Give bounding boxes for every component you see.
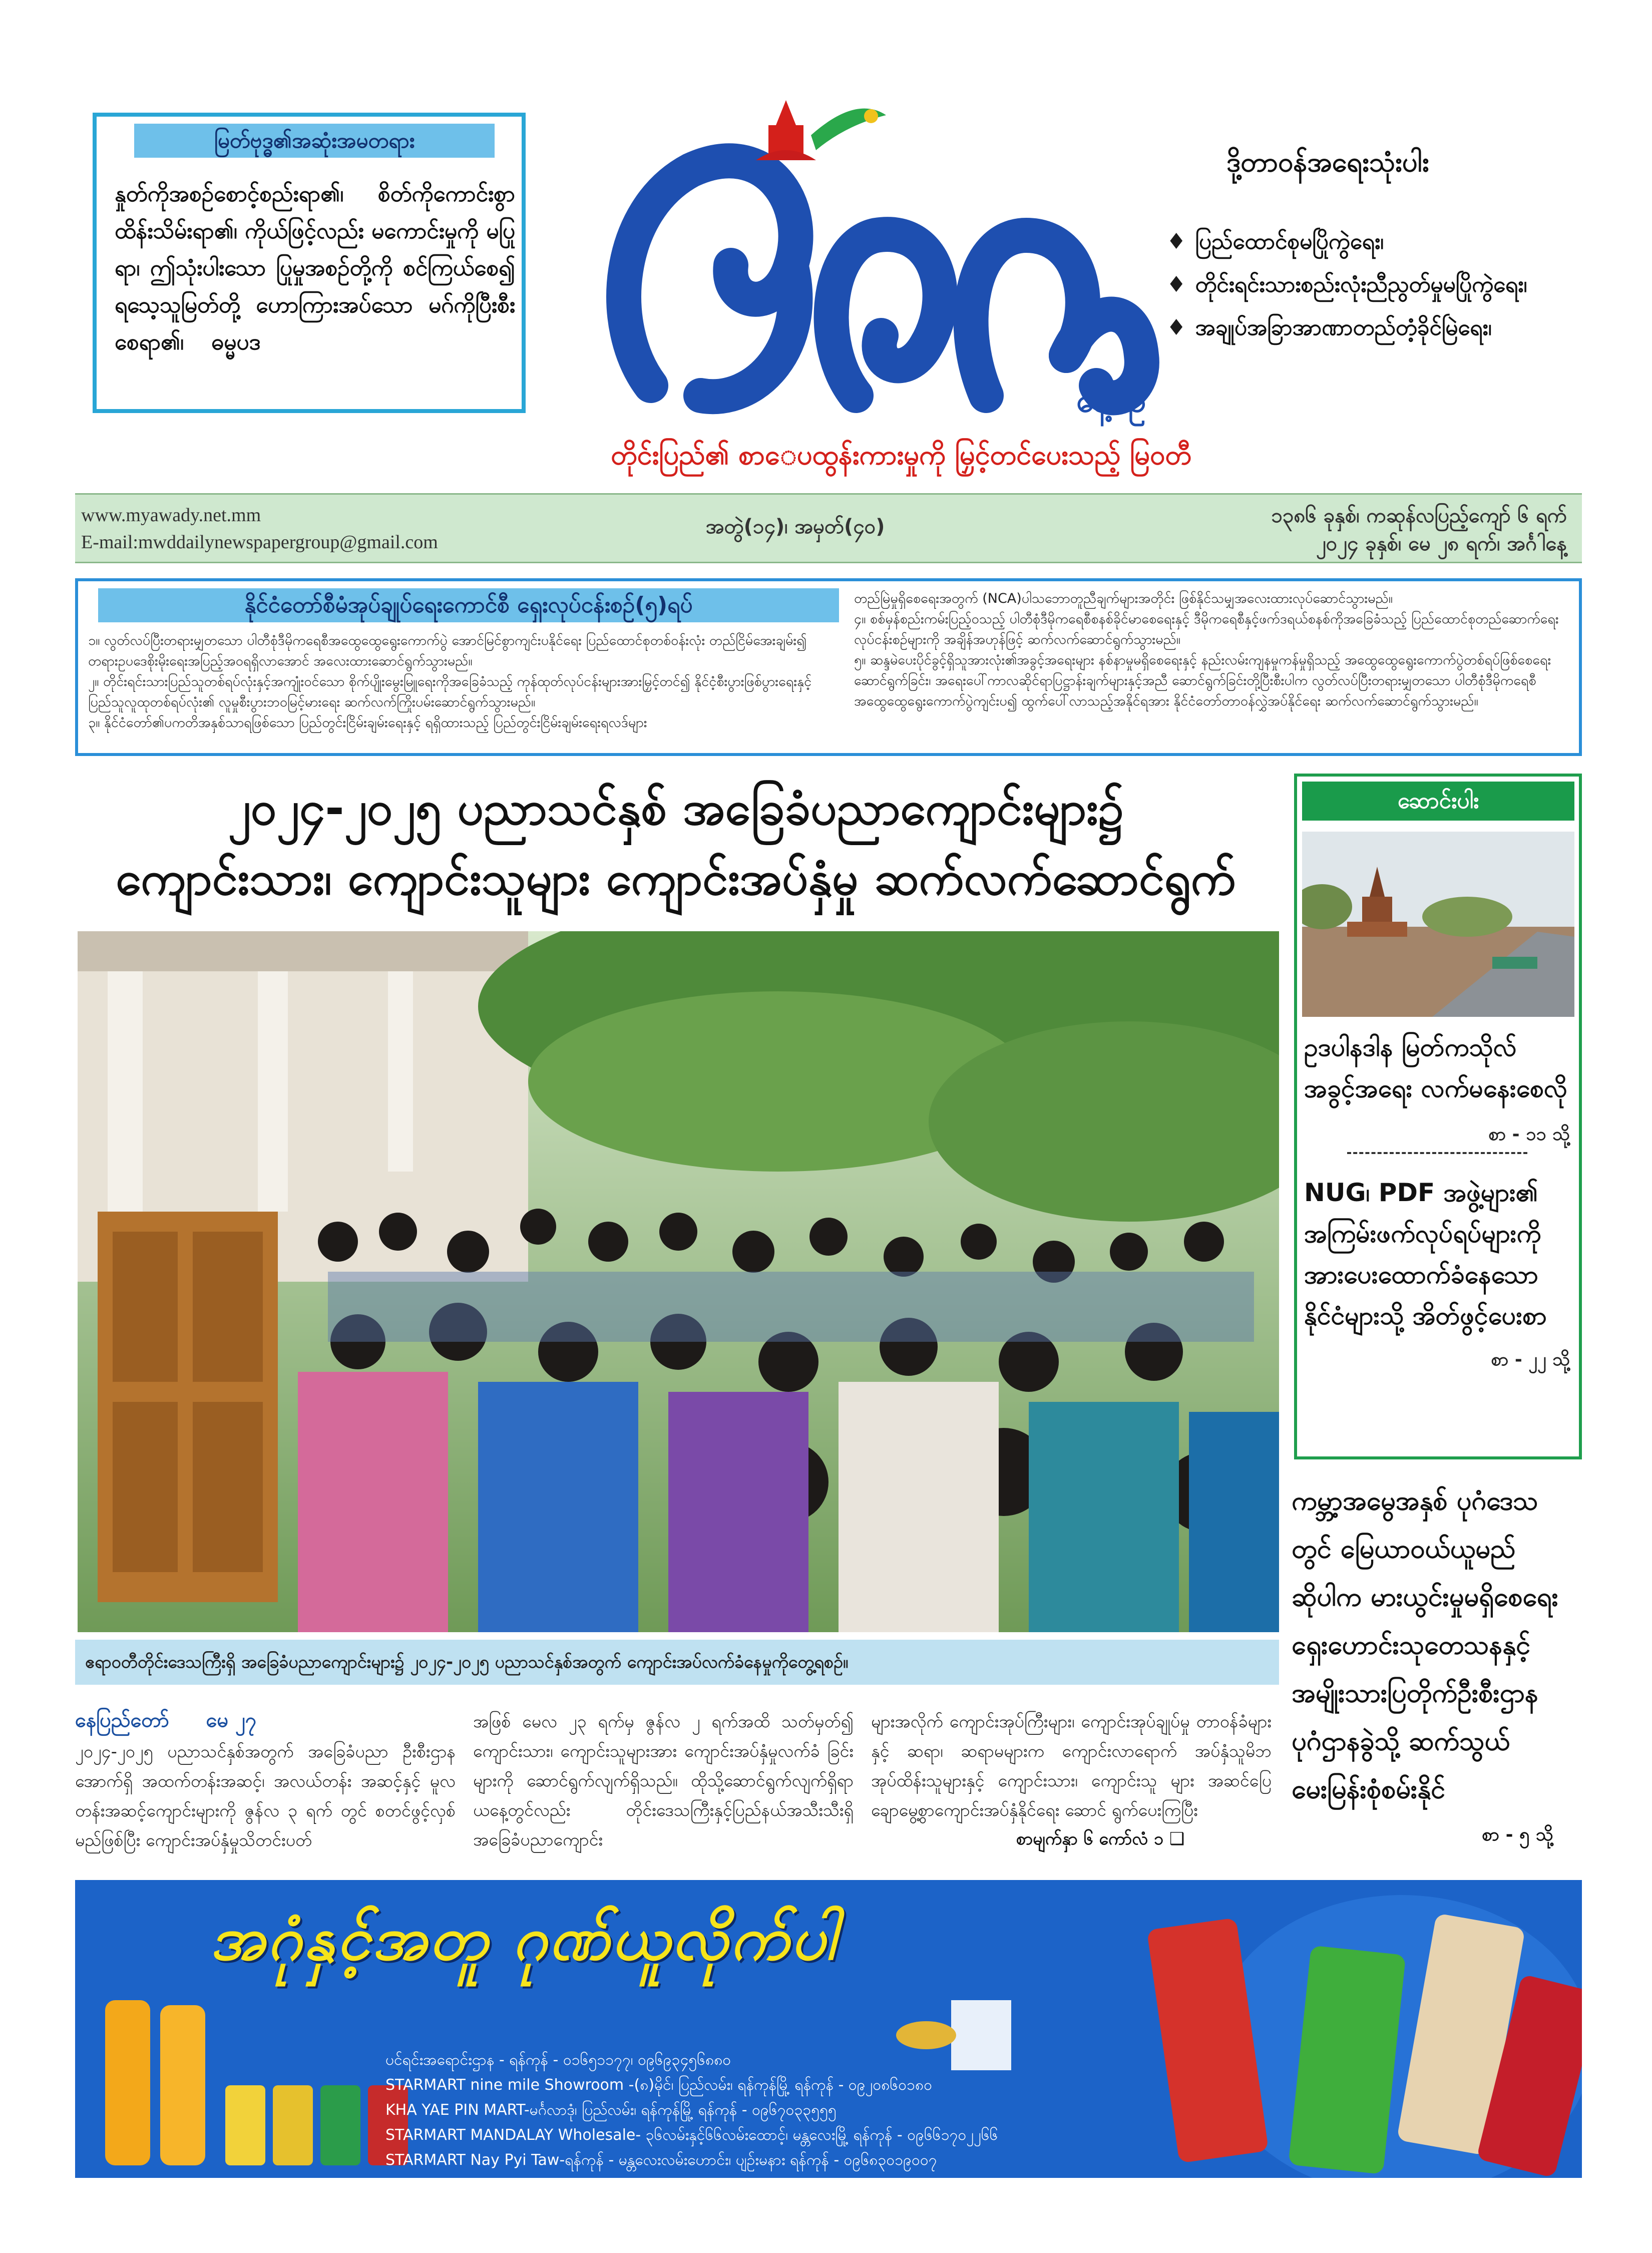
quote-source: ဓမ္မပဒ [211,329,261,355]
objectives-box [75,578,1582,756]
duty-list [1166,220,1587,349]
ad-line: STARMART Nay Pyi Taw-ရန်ကုန် - မန္တလေးလမ်းဟောင်း၊ ပျဉ်းမနား ရန်ကုန် - ၀၉၆၈၃၀၁၉၀၀၇ [385,2151,937,2169]
website-link[interactable]: www.myawady.net.mm [81,505,261,526]
duty-title: ဒို့တာဝန်အရေးသုံးပါး [1226,146,1429,178]
continued-link[interactable]: စာမျက်နှာ ၆ ကော်လံ ၁ ❑ [1016,1829,1185,1849]
ad-headline: အဂုံနှင့်အတူ ဂုဏ်ယူလိုက်ပါ [210,1904,838,1974]
objective-item: ၃။ နိုင်ငံတော်၏ပကတိအနှစ်သာရဖြစ်သော ပြည်တွင်းငြိမ်းချမ်းရေးနှင့် ရရှိထားသည့် ပြည်တွင်းငြိမ်းချမ်းရေးရလဒ်များ [88,715,647,730]
info-band [75,493,1582,563]
pagoda-photo-image [1302,832,1574,1017]
ad-line: STARMART nine mile Showroom -(၈)မိုင်၊ ပြည်လမ်း၊ ရန်ကုန်မြို့ ရန်ကုန် - ၀၉၂၀၈၆၀၁၈၀ [385,2076,933,2094]
main-photo [78,931,1279,1632]
article-column-2: အဖြစ် မေလ ၂၃ ရက်မှ ဇွန်လ ၂ ရက်အထိ သတ်မှတ်၍ ကျောင်းသား၊ ကျောင်းသူများအား ကျောင်းအပ်နှံမှုလက်ခံ ခြင်းများကို ဆောင်ရွက်လျက်ရှိသည်။ ထိုသို့ဆောင်ရွက်လျက်ရှိရာ ယနေ့တွင်လည်း တိုင်းဒေသကြီးနှင့်ပြည်နယ်အသီးသီးရှိ အခြေခံပညာကျောင်း [473,1712,854,1850]
can-icon [320,2085,360,2165]
article-column-3: များအလိုက် ကျောင်းအုပ်ကြီးများ၊ ကျောင်းအုပ်ချုပ်မှု တာဝန်ခံများနှင့် ဆရာ၊ ဆရာမများက ကျောင်းလာရောက် အပ်နှံသူမိဘအုပ်ထိန်းသူများနှင့် ကျောင်းသား၊ ကျောင်းသူ များ အဆင်ပြေချောမွေ့စွာကျောင်းအပ်နှံနိုင်ရေး ဆောင် ရွက်ပေးကြပြီး [871,1712,1272,1820]
objective-item: ၂။ တိုင်းရင်းသားပြည်သူတစ်ရပ်လုံးနှင့်အကျုံးဝင်သော စိုက်ပျိုးမွေးမြူရေးကိုအခြေခံသည့် ကုန်ထုတ်လုပ်ငန်းများအားမြှင့်တင်၍ နိုင်ငံ့စီးပွားဖြစ်ပွားရေးနှင့် ပြည်သူလူထုတစ်ရပ်လုံး၏ လူမှုစီးပွားဘဝမြင့်မားရေး ဆက်လက်ကြိုးပမ်းဆောင်ရွက်သွားမည်။ [88,674,812,710]
list-item: ♦ ပြည်ထောင်စုမပြိုကွဲရေး၊ [1166,229,1384,254]
issue-date [1271,502,1567,558]
diamond-bullet-icon: ♦ [1166,272,1186,297]
award-badge-icon [896,2021,956,2049]
juice-bottle-icon [105,2000,150,2165]
bagan-story-ref[interactable]: စာ - ၅ သို့ [1482,1824,1553,1845]
edition-label: နေ့စဉ် [1076,383,1146,420]
headline-line: ကျောင်းသား၊ ကျောင်းသူများ ကျောင်းအပ်နှံမှု ဆက်လက်ဆောင်ရွက် [116,852,1236,905]
can-icon [225,2085,265,2165]
articles-sidebar [1294,774,1582,1459]
list-item: ♦ တိုင်းရင်းသားစည်းလုံးညီညွတ်မှုမပြိုကွဲရေး၊ [1166,272,1527,297]
objectives-title: နိုင်ငံတော်စီမံအုပ်ချုပ်ရေးကောင်စီ ရှေးလုပ်ငန်းစဉ်(၅)ရပ် [98,588,839,622]
objective-item: ၁။ လွတ်လပ်ပြီးတရားမျှတသော ပါတီစုံဒီမိုကရေစီအထွေထွေရွေးကောက်ပွဲ အောင်မြင်စွာကျင်းပနိုင်ရေး ပြည်ထောင်စုတစ်ဝန်းလုံး တည်ငြိမ်အေးချမ်း၍ တရားဥပဒေစိုးမိုးရေးအပြည့်အဝရရှိလာအောင် အလေးထားဆောင်ရွက်သွားမည်။ [88,633,807,669]
quote-title: မြတ်ဗုဒ္ဓ၏အဆုံးအမတရား [134,124,495,158]
photo-caption: ဧရာဝတီတိုင်းဒေသကြီးရှိ အခြေခံပညာကျောင်းများ၌ ၂၀၂၄-၂၀၂၅ ပညာသင်နှစ်အတွက် ကျောင်းအပ်လက်ခံနေမှုကိုတွေ့ရစဉ်။ [75,1640,1279,1685]
article-column-1: ၂၀၂၄-၂၀၂၅ ပညာသင်နှစ်အတွက် အခြေခံပညာ ဦးစီးဌာနအောက်ရှိ အထက်တန်းအဆင့်၊ အလယ်တန်း အဆင့်နှင့် မူလတန်းအဆင့်ကျောင်းများကို ဇွန်လ ၃ ရက် တွင် စတင်ဖွင့်လှစ်မည်ဖြစ်ပြီး ကျောင်းအပ်နှံမှုသိတင်းပတ် [75,1742,456,1850]
sidebar-title: ဆောင်းပါး [1302,782,1574,821]
objective-item: ၅။ ဆန္ဒမဲပေးပိုင်ခွင့်ရှိသူအားလုံး၏အခွင့်အရေးများ နစ်နာမှုမရှိစေရေးနှင့် နည်းလမ်းကျနမှုကန်မှုရှိသည့် အထွေထွေရွေးကောက်ပွဲတစ်ရပ်ဖြစ်စေရေးဆောင်ရွက်ခြင်း၊ အရေးပေါ်ကာလဆိုင်ရာပြဋ္ဌာန်းချက်များနှင့်အညီ ဆောင်ရွက်ခြင်းတို့ပြီးစီးပါက လွတ်လပ်ပြီးတရားမျှတသော ပါတီစုံဒီမိုကရေစီအထွေထွေရွေးကောက်ပွဲကျင်းပ၍ ထွက်ပေါ်လာသည့်အနိုင်ရအား နိုင်ငံတော်တာဝန်လွှဲအပ်နိုင်ရေး ဆက်လက်ဆောင်ရွက်သွားမည်။ [854,652,1551,709]
ad-line: STARMART MANDALAY Wholesale- ၃၆လမ်းနှင့်၆၆လမ်းထောင့်၊ မန္တလေးမြို့ ရန်ကုန် - ၀၉၆၆၁၇၀၂၂၆၆ [385,2126,998,2144]
sidebar-story-1[interactable]: ဥဒပါနဒါန မြတ်ကသိုလ် အခွင့်အရေး လက်မနေးစေလို [1304,1033,1567,1103]
objectives-left-column [88,630,834,733]
can-icon [273,2085,313,2165]
sidebar-photo [1302,832,1574,1017]
masthead-logo [576,85,1201,466]
headline-line: ၂၀၂၄-၂၀၂၅ ပညာသင်နှစ် အခြေခံပညာကျောင်းများ၌ [228,782,1124,835]
diamond-bullet-icon: ♦ [1166,315,1186,340]
article-dateline: နေပြည်တော် မေ ၂၇ [75,1709,257,1732]
crowd-photo-image [78,931,1279,1632]
divider [1347,1152,1527,1154]
list-item: ♦ အချုပ်အခြာအာဏာတည်တံ့ခိုင်မြဲရေး၊ [1166,315,1492,340]
email-link[interactable]: E-mail:mwddailynewspapergroup@gmail.com [81,532,438,553]
ad-contact-list [385,2048,998,2173]
objective-item: တည်မြဲမှုရှိစေရေးအတွက် (NCA)ပါသဘောတူညီချက်များအတိုင်း ဖြစ်နိုင်သမျှအလေးထားလုပ်ဆောင်သွားမည်။ [854,591,1393,606]
sidebar-story-2[interactable]: NUG၊ PDF အဖွဲ့များ၏ အကြမ်းဖက်လုပ်ရပ်များကို အားပေးထောက်ခံနေသော နိုင်ငံများသို့ အိတ်ဖွင့်ပေးစာ [1304,1178,1547,1330]
sidebar-story-1-ref[interactable]: စာ - ၁၁ သို့ [1488,1124,1570,1145]
buddha-teaching-box [93,113,526,413]
masthead-tagline: တိုင်းပြည်၏ စာေပထွန်းကားမှုကို မြှင့်တင်ပေးသည့် မြဝတီ [611,439,1191,471]
diamond-bullet-icon: ♦ [1166,229,1186,254]
sidebar-story-2-ref[interactable]: စာ - ၂၂ သို့ [1491,1349,1570,1370]
contact-info [81,502,438,556]
date-gregorian: ၂၀၂၄ ခုနှစ်၊ မေ ၂၈ ရက်၊ အင်္ဂါနေ့ [1316,532,1567,555]
volume-number: အတွဲ(၁၄)၊ အမှတ်(၄၀) [706,515,885,538]
date-myanmar: ၁၃၈၆ ခုနှစ်၊ ကဆုန်လပြည့်ကျော် ၆ ရက် [1271,504,1567,527]
ad-line: ပင်ရင်းအရောင်းဌာန - ရန်ကုန် - ၀၁၆၅၁၁၇၇၊ ၀၉၆၉၃၄၅၆၈၈၀ [385,2051,731,2069]
juice-bottle-icon [160,2005,205,2165]
objective-item: ၄။ စစ်မှန်စည်းကမ်းပြည့်ဝသည့် ပါတီစုံဒီမိုကရေစီစနစ်ခိုင်မာစေရေးနှင့် ဒီမိုကရေစီနှင့်ဖက်ဒရယ်စနစ်ကိုအခြေခံသည့် ပြည်ထောင်စုတည်ဆောက်ရေးလုပ်ငန်းစဉ်များကို အချိန်အဟုန်ဖြင့် ဆက်လက်ဆောင်ရွက်သွားမည်။ [854,611,1559,647]
quote-text: နှုတ်ကိုအစဉ်စောင့်စည်းရာ၏၊ စိတ်ကိုကောင်းစွာ ထိန်းသိမ်းရာ၏၊ ကိုယ်ဖြင့်လည်း မကောင်းမှုကို မပြုရာ၊ ဤသုံးပါးသော ပြုမှုအစဉ်တို့ကို စင်ကြယ်စေ၍ ရသေ့သူမြတ်တို့ ဟောကြားအပ်သော မဂ်ကိုပြီးစီးစေရာ၏၊ ဓမ္မပဒ [115,181,516,355]
advertisement-banner[interactable] [75,1880,1582,2178]
objectives-right-column [854,588,1570,711]
main-headline[interactable] [75,774,1277,914]
bagan-story[interactable]: ကမ္ဘာ့အမွေအနှစ် ပုဂံဒေသ တွင် မြေယာဝယ်ယူမည် ဆိုပါက မားယွင်းမှုမရှိစေရေး ရှေးဟောင်းသုတေသနနှင့် အမျိုးသားပြတိုက်ဦးစီးဌာန ပုဂံဌာနခွဲသို့ ဆက်သွယ် မေးမြန်းစုံစမ်းနိုင် [1292,1486,1558,1804]
ad-line: KHA YAE PIN MART-မင်္ဂလာဒုံ၊ ပြည်လမ်း၊ ရန်ကုန်မြို့ ရန်ကုန် - ၀၉၆၇၀၃၃၅၅၅ [385,2101,837,2119]
